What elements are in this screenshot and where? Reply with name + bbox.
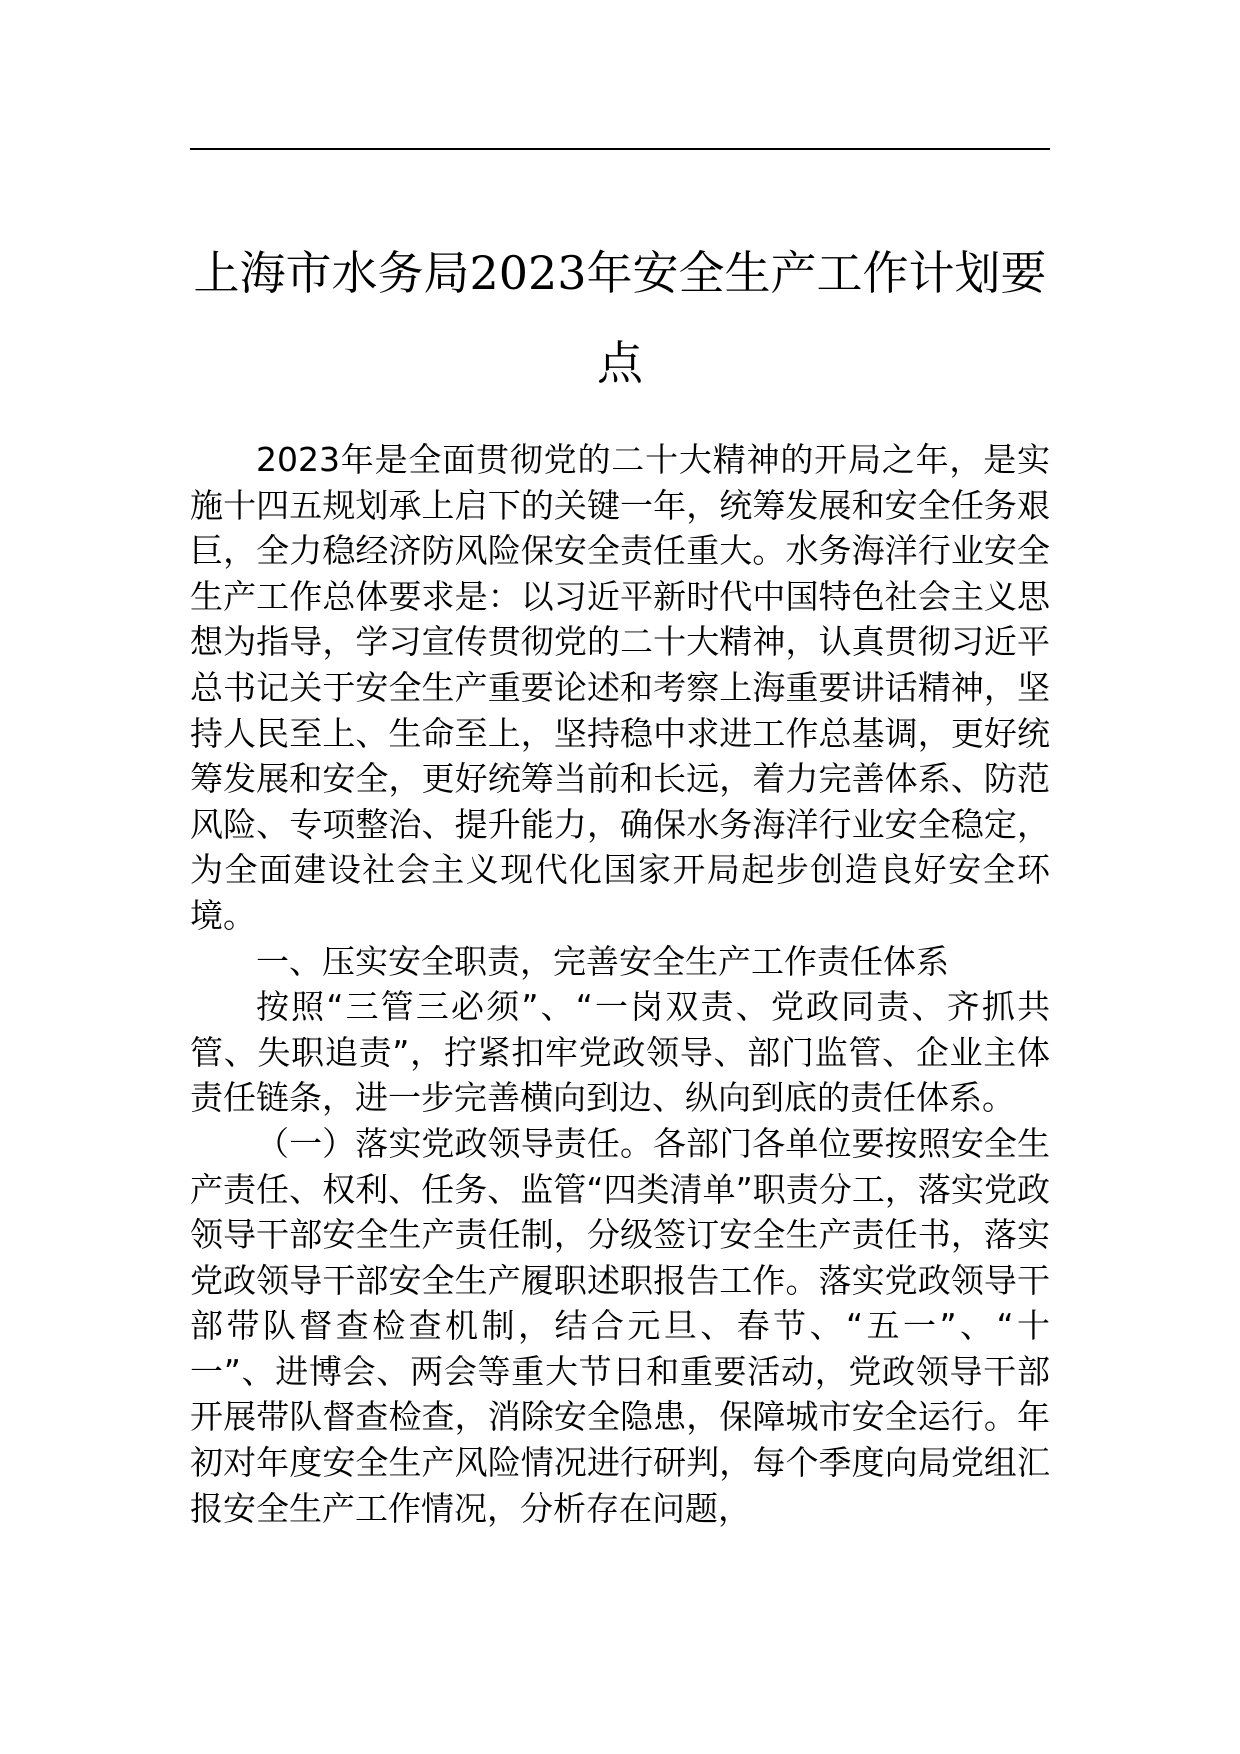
intro-paragraph: 2023年是全面贯彻党的二十大精神的开局之年，是实施十四五规划承上启下的关键一年，统筹发展和安全任务艰巨，全力稳经济防风险保安全责任重大。水务海洋行业安全生产工作总体要求是：以习近平新时代中国特色社会主义思想为指导，学习宣传贯彻党的二十大精神，认真贯彻习近平总书记关于安全生产重要论述和考察上海重要讲话精神，坚持人民至上、生命至上，坚持稳中求进工作总基调，更好统筹发展和安全，更好统筹当前和长远，着力完善体系、防范风险、专项整治、提升能力，确保水务海洋行业安全稳定，为全面建设社会主义现代化国家开局起步创造良好安全环境。 (190, 440, 1050, 935)
header-rule (190, 148, 1050, 150)
document-body (190, 437, 1050, 1531)
subsection-1-paragraph: （一）落实党政领导责任。各部门各单位要按照安全生产责任、权利、任务、监管“四类清单”职责分工，落实党政领导干部安全生产责任制，分级签订安全生产责任书，落实党政领导干部安全生产履职述职报告工作。落实党政领导干部带队督查检查机制，结合元旦、春节、“五一”、“十一”、进博会、两会等重大节日和重要活动，党政领导干部开展带队督查检查，消除安全隐患，保障城市安全运行。年初对年度安全生产风险情况进行研判，每个季度向局党组汇报安全生产工作情况，分析存在问题， (190, 1123, 1050, 1528)
section-1-paragraph: 按照“三管三必须”、“一岗双责、党政同责、齐抓共管、失职追责”，拧紧扣牢党政领导、部门监管、企业主体责任链条，进一步完善横向到边、纵向到底的责任体系。 (190, 987, 1050, 1118)
document-title: 上海市水务局2023年安全生产工作计划要点 (193, 246, 1047, 390)
section-heading-1: 一、压实安全职责，完善安全生产工作责任体系 (256, 941, 949, 981)
